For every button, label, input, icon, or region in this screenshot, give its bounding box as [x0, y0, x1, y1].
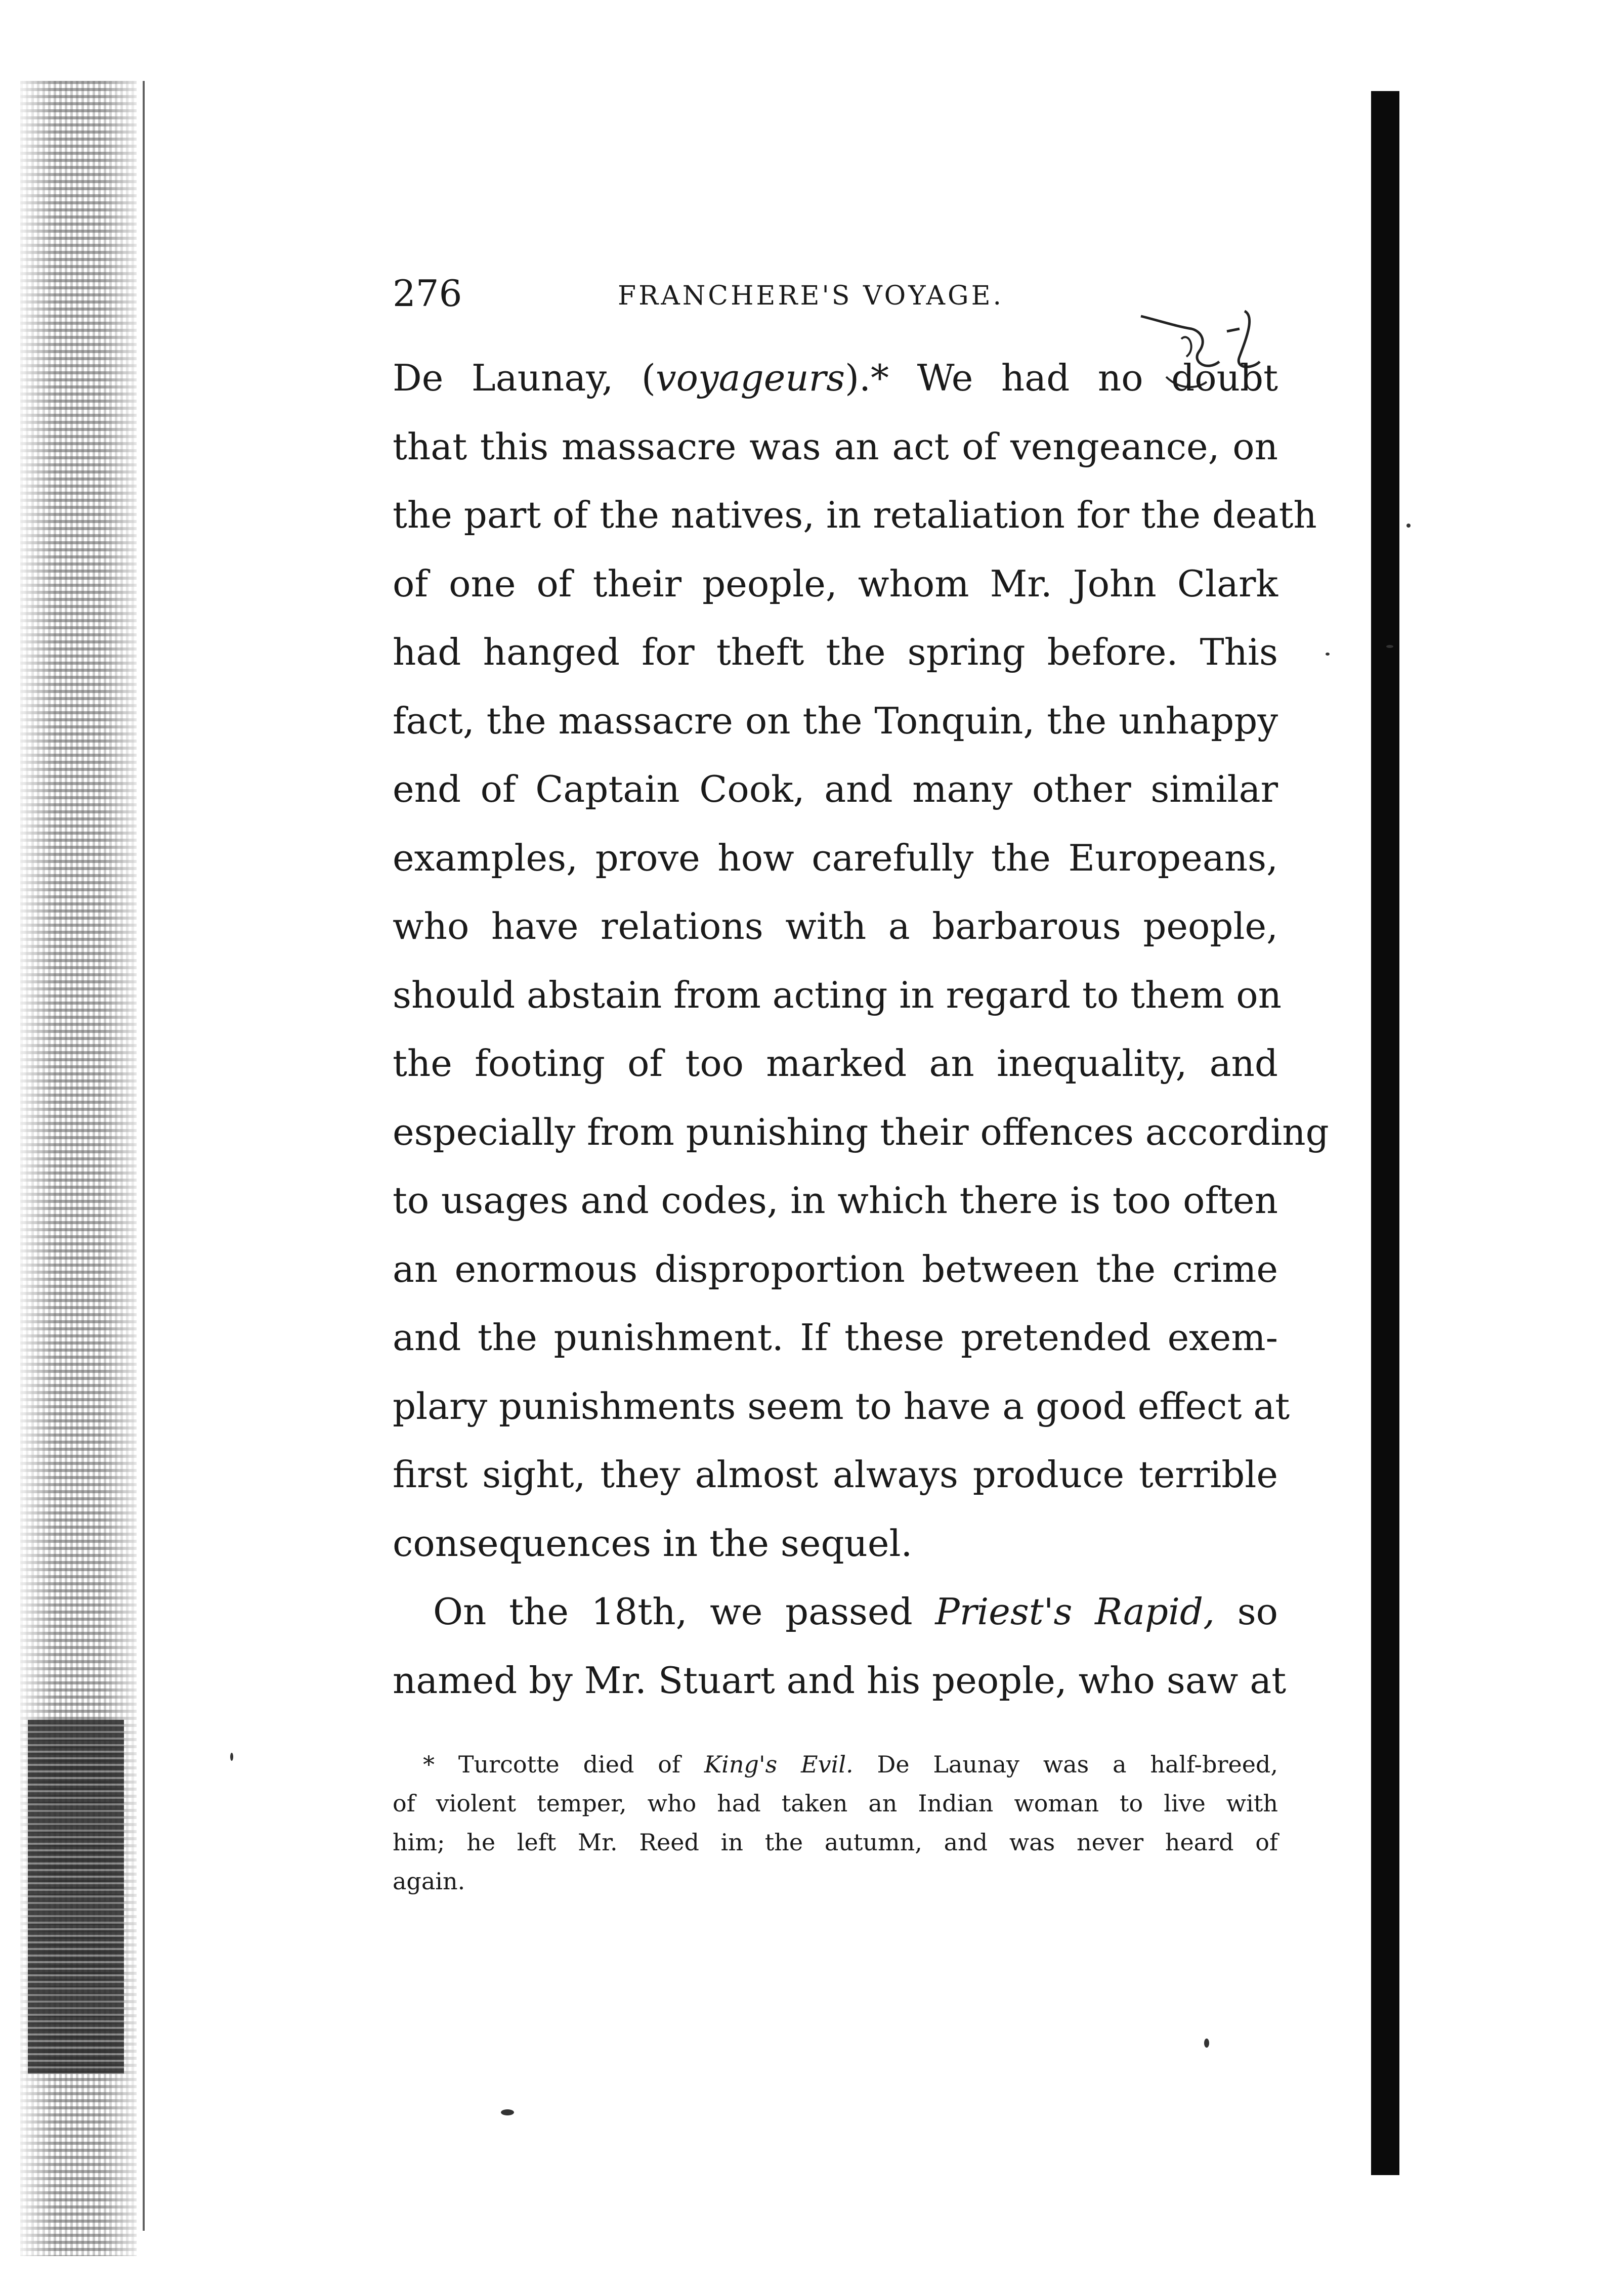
footnote-line: of violent temper, who had taken an Indian woman to live with [393, 1790, 1278, 1817]
text-line: examples, prove how carefully the Europeans, [393, 836, 1278, 879]
text-line: especially from punishing their offences according [393, 1110, 1329, 1153]
footnote-line: again. [393, 1868, 465, 1895]
text-line: On the 18th, we passed Priest's Rapid, so [433, 1590, 1278, 1633]
scan-speck [501, 2109, 514, 2115]
text-line: should abstain from acting in regard to them on [393, 973, 1282, 1016]
scan-speck [1326, 653, 1330, 656]
text-line: the footing of too marked an inequality, and [393, 1042, 1278, 1085]
text-line: consequences in the sequel. [393, 1522, 913, 1565]
body-text [393, 344, 1329, 1715]
footnote-line: * Turcotte died of King's Evil. De Launay was a half-breed, [423, 1751, 1278, 1778]
text-line: had hanged for theft the spring before. This [393, 631, 1278, 673]
scan-speck [1386, 645, 1393, 648]
text-line: end of Captain Cook, and many other similar [393, 768, 1278, 810]
text-line: an enormous disproportion between the crime [393, 1247, 1278, 1290]
footnote [393, 1745, 1278, 1901]
text-line: first sight, they almost always produce terrible [393, 1453, 1278, 1496]
scan-speck [1406, 524, 1411, 528]
running-head [393, 268, 1571, 324]
text-line: who have relations with a barbarous people, [393, 905, 1278, 947]
scan-speck [1204, 2039, 1209, 2048]
scan-edge-bar-right [1371, 91, 1399, 2175]
scan-shadow-left-dark [28, 1720, 124, 2074]
text-line: of one of their people, whom Mr. John Clark [393, 562, 1278, 605]
running-title: FRANCHERE'S VOYAGE. [618, 281, 1004, 311]
text-line: the part of the natives, in retaliation for the death [393, 494, 1317, 536]
text-line: to usages and codes, in which there is too often [393, 1179, 1278, 1222]
page-number: 276 [393, 272, 462, 315]
text-line: fact, the massacre on the Tonquin, the unhappy [393, 699, 1278, 742]
text-line: plary punishments seem to have a good effect at [393, 1384, 1290, 1427]
text-line: and the punishment. If these pretended exem- [393, 1316, 1278, 1359]
footnote-line: him; he left Mr. Reed in the autumn, and was never heard of [393, 1829, 1278, 1856]
text-line: De Launay, (voyageurs).* We had no doubt [393, 357, 1278, 399]
scan-speck [230, 1753, 233, 1761]
text-line: that this massacre was an act of vengeance, on [393, 425, 1278, 468]
text-line: named by Mr. Stuart and his people, who saw at [393, 1659, 1287, 1702]
scan-rule-left [143, 81, 145, 2231]
